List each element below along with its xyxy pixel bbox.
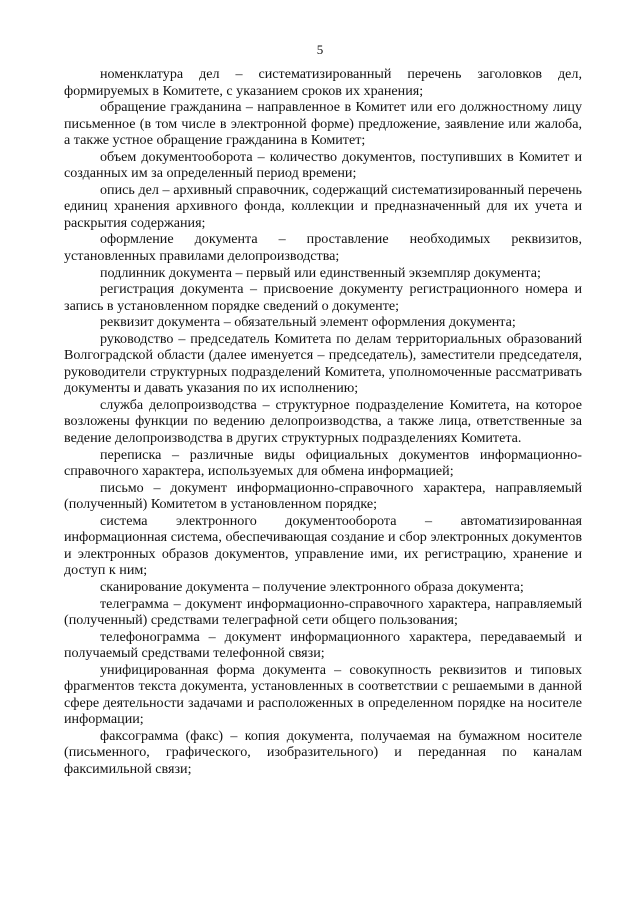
paragraph-document-registration: регистрация документа – присвоение документу регистрационного номера и запись в установленном порядке сведений о документе;	[64, 281, 582, 314]
paragraph-edms: система электронного документооборота – автоматизированная информационная система, обеспечивающая создание и сбор электронных документов и электронных образов документов, управление ими, их регистрацию, хранение и доступ к ним;	[64, 512, 582, 579]
paragraph-management: руководство – председатель Комитета по делам территориальных образований Волгоградской области (далее именуется – председатель), заместители председателя, руководители структурных подразделений Комитета, уполномоченные рассматривать документы и давать указания по их исполнению;	[64, 330, 582, 397]
paragraph-telephonogram: телефонограмма – документ информационного характера, передаваемый и получаемый средствами телефонной связи;	[64, 628, 582, 662]
paragraph-fax: факсограмма (факс) – копия документа, получаемая на бумажном носителе (письменного, графического, изобразительного) и переданная по каналам факсимильной связи;	[64, 727, 582, 777]
document-body	[64, 66, 582, 778]
paragraph-records-service: служба делопроизводства – структурное подразделение Комитета, на которое возложены функции по ведению делопроизводства, а также лица, ответственные за ведение делопроизводства в других структурных подразделениях Комитета.	[64, 396, 582, 447]
paragraph-document-flow-volume: объем документооборота – количество документов, поступивших в Комитет и созданных им за определенный период времени;	[64, 148, 582, 182]
paragraph-original-document: подлинник документа – первый или единственный экземпляр документа;	[100, 264, 541, 281]
paragraph-document-formatting: оформление документа – проставление необходимых реквизитов, установленных правилами делопроизводства;	[64, 231, 582, 265]
paragraph-scanning: сканирование документа – получение электронного образа документа;	[100, 578, 524, 595]
paragraph-file-inventory: опись дел – архивный справочник, содержащий систематизированный перечень единиц хранения архивного фонда, коллекции и предназначенный для их учета и раскрытия содержания;	[64, 181, 582, 231]
page-number: 5	[316, 42, 324, 57]
paragraph-nomenclature: номенклатура дел – систематизированный перечень заголовков дел, формируемых в Комитете, с указанием сроков их хранения;	[64, 66, 582, 99]
paragraph-document-requisite: реквизит документа – обязательный элемент оформления документа;	[100, 314, 516, 331]
paragraph-letter: письмо – документ информационно-справочного характера, направляемый (полученный) Комитетом в установленном порядке;	[64, 479, 582, 513]
paragraph-telegram: телеграмма – документ информационно-справочного характера, направляемый (полученный) средствами телеграфной сети общего пользования;	[64, 595, 582, 629]
paragraph-unified-form: унифицированная форма документа – совокупность реквизитов и типовых фрагментов текста документа, установленных в соответствии с решаемыми в данной сфере деятельности задачами и расположенных в определенном порядке на носителе информации;	[64, 661, 582, 728]
paragraph-correspondence: переписка – различные виды официальных документов информационно-справочного характера, используемых для обмена информацией;	[64, 446, 582, 480]
paragraph-citizen-appeal: обращение гражданина – направленное в Комитет или его должностному лицу письменное (в том числе в электронной форме) предложение, заявление или жалоба, а также устное обращение гражданина в Комитет;	[64, 99, 582, 149]
